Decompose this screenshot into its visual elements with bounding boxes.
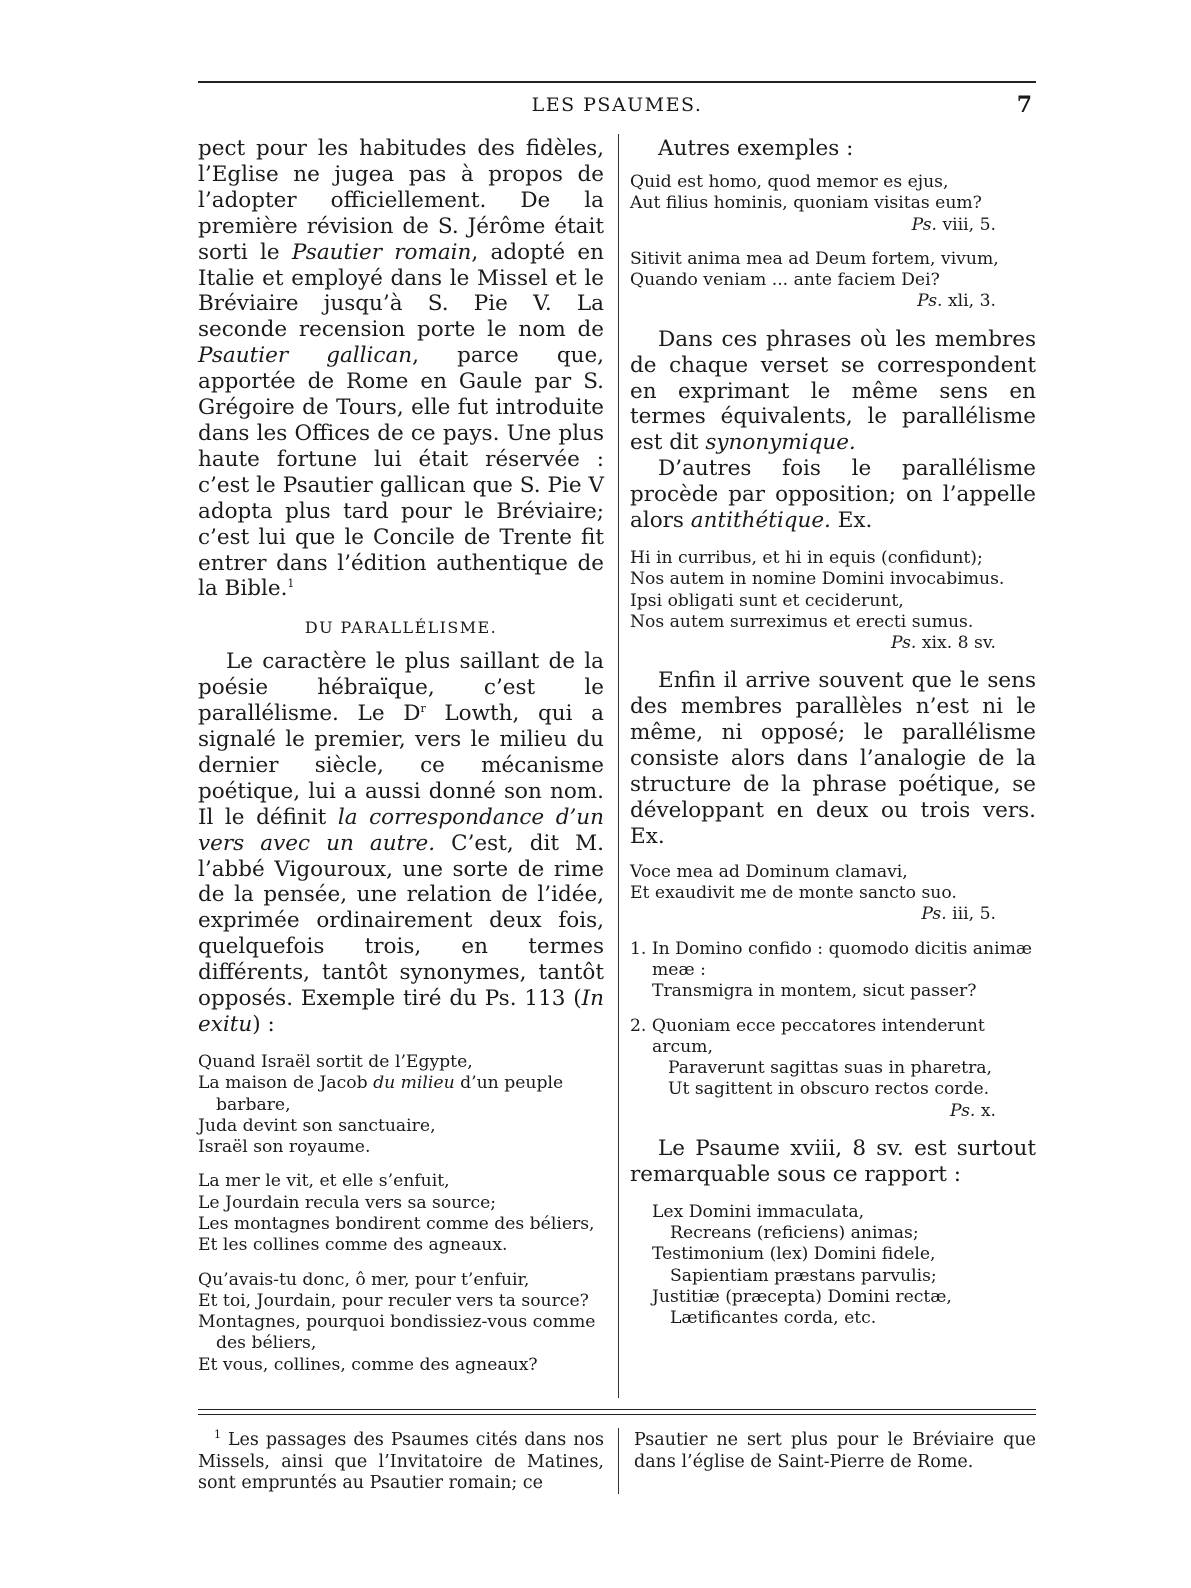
- footnote-marker: 1: [287, 577, 295, 591]
- other-examples-intro: Autres exemples :: [658, 136, 854, 161]
- paragraph-parallelism-definition: Le caractère le plus saillant de la poésie hébraïque, c’est le parallélisme. Le $D^r$ Lowth, qui a signalé le premier, vers le milieu du dernier siècle, ce mécanisme poétique, lui a aussi donné son nom. Il le définit la correspondance d’un vers avec un autre. C’est, dit M. l’abbé Vigouroux, une sorte de rime de la pensée, une relation de l’idée, exprimée ordinairement deux fois, quelquefois trois, en termes différents, tantôt synonymes, tantôt opposés. Exemple tiré du Ps. 113 (In exitu) :: [198, 649, 604, 1037]
- section-heading: DU PARALLÉLISME.: [304, 618, 498, 638]
- latin-quote-3: Hi in curribus, et hi in equis (confidunt); Nos autem in nomine Domini invocabimus. Ipsi obligati sunt et ceciderunt, Nos autem surreximus et erecti sumus. Ps. xix. 8 sv.: [630, 547, 1005, 654]
- numbered-quote-2: 2. Quoniam ecce peccatores intenderunt arcum, Paraverunt sagittas suas in pharetra, Ut sagittent in obscuro rectos corde. Ps. x.: [630, 1015, 996, 1121]
- latin-quote-4: Voce mea ad Dominum clamavi, Et exaudivit me de monte sancto suo. Ps. iii, 5.: [630, 861, 996, 925]
- paragraph-synonymous: Dans ces phrases où les membres de chaque verset se correspondent en exprimant le même sens en termes équivalents, le parallélisme est dit synonymique.: [630, 326, 1036, 456]
- column-divider: [618, 134, 619, 1398]
- latin-quote-5: Lex Domini immaculata, Recreans (reficiens) animas; Testimonium (lex) Domini fidele, Sapientiam præstans parvulis; Justitiæ (præcepta) Domini rectæ, Lætificantes corda, etc.: [652, 1201, 952, 1329]
- right-column: [630, 136, 1036, 1330]
- running-header: [198, 90, 1036, 126]
- verse-stanza-2: La mer le vit, et elle s’enfuit, Le Jourdain recula vers sa source; Les montagnes bondirent comme des béliers, Et les collines comme des agneaux.: [198, 1171, 595, 1256]
- footnote-left: $^1$ Les passages des Psaumes cités dans nos Missels, ainsi que l’Invitatoire de Matines, sont empruntés au Psautier romain; ce: [198, 1428, 604, 1493]
- footnote-number: 1: [214, 1428, 221, 1442]
- left-column: [198, 136, 604, 1376]
- verse-stanza-3: Qu’avais-tu donc, ô mer, pour t’enfuir, Et toi, Jourdain, pour reculer vers ta source? Montagnes, pourquoi bondissiez-vous comme des béliers, Et vous, collines, comme des agneaux?: [198, 1269, 596, 1375]
- running-title: LES PSAUMES.: [531, 94, 703, 116]
- latin-quote-1: Quid est homo, quod memor es ejus, Aut filius hominis, quoniam visitas eum? Ps. viii, 5.: [630, 171, 996, 235]
- footnote-rule-top: [198, 1409, 1036, 1410]
- footnote-right: Psautier ne sert plus pour le Bréviaire que dans l’église de Saint-Pierre de Rome.: [634, 1430, 1036, 1472]
- latin-quote-2: Sitivit anima mea ad Deum fortem, vivum, Quando veniam ... ante faciem Dei? Ps. xli, 3.: [630, 248, 999, 312]
- numbered-quote-1: 1. In Domino confido : quomodo dicitis animæ meæ : Transmigra in montem, sicut passer?: [630, 938, 1033, 1002]
- page-number: 7: [1016, 92, 1032, 118]
- paragraph-psalm-xviii: Le Psaume xviii, 8 sv. est surtout remarquable sous ce rapport :: [630, 1136, 1036, 1187]
- footnote-rule-bottom: [198, 1414, 1036, 1415]
- paragraph-psautier-history: pect pour les habitudes des fidèles, l’Eglise ne jugea pas à propos de l’adopter officiellement. De la première révision de S. Jérôme était sorti le Psautier romain, adopté en Italie et employé dans le Missel et le Bréviaire jusqu’à S. Pie V. La seconde recension porte le nom de Psautier gallican, parce que, apportée de Rome en Gaule par S. Grégoire de Tours, elle fut introduite dans les Offices de ce pays. Une plus haute fortune lui était réservée : c’est le Psautier gallican que S. Pie V adopta plus tard pour le Bréviaire; c’est lui que le Concile de Trente fit entrer dans l’édition authentique de la Bible.$^1$: [198, 136, 604, 602]
- paragraph-antithetic: D’autres fois le parallélisme procède par opposition; on l’appelle alors antithétique. Ex.: [630, 456, 1036, 534]
- paragraph-synthetic: Enfin il arrive souvent que le sens des membres parallèles n’est ni le même, ni opposé; le parallélisme consiste alors dans l’analogie de la structure de la phrase poétique, se développant en deux ou trois vers. Ex.: [630, 668, 1036, 849]
- verse-stanza-1: Quand Israël sortit de l’Egypte, La maison de Jacob du milieu d’un peuple barbare, Juda devint son sanctuaire, Israël son royaume.: [198, 1051, 564, 1158]
- footnote-divider: [618, 1428, 619, 1494]
- top-rule: [198, 81, 1036, 83]
